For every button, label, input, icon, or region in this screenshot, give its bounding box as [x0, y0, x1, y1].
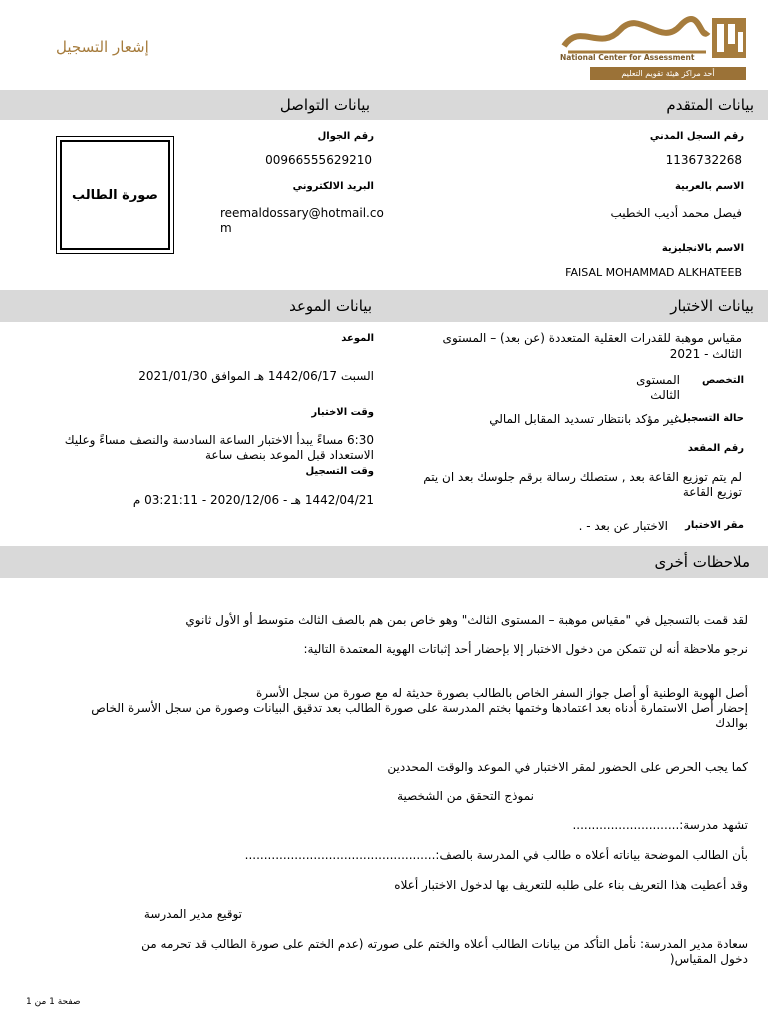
name-ar-value: فيصل محمد أديب الخطيب — [610, 206, 742, 220]
reg-time-value: 1442/04/21 هـ - 2020/12/06 - 03:21:11 م — [132, 493, 374, 507]
time-line1: 6:30 مساءً يبدأ الاختبار الساعة السادسة والنصف مساءً وعليك — [64, 433, 374, 447]
venue-label: مقر الاختبار — [685, 520, 744, 531]
seat-line2: توزيع القاعة — [682, 485, 742, 499]
student-photo-label: صورة الطالب — [60, 140, 170, 250]
time-line2: الاستعداد قبل الموعد بنصف ساعة — [204, 448, 374, 462]
email-label: البريد الالكتروني — [292, 181, 374, 192]
specialty-label: التخصص — [702, 375, 744, 386]
seat-line1: لم يتم توزيع القاعة بعد , ستصلك رسالة برقم جلوسك بعد ان يتم — [423, 470, 742, 484]
note-registration: لقد قمت بالتسجيل في "مقياس موهبة – المستوى الثالث" وهو خاص بمن هم بالصف الثالث متوسط أو الأول ثانوي — [185, 613, 748, 627]
section-band-notes — [0, 546, 768, 578]
appointment-section-title: بيانات الموعد — [289, 297, 372, 315]
reg-status-value: غير مؤكد بانتظار تسديد المقابل المالي — [489, 412, 680, 426]
notes-section-title: ملاحظات أخرى — [654, 553, 750, 571]
note-id-option-1: أصل الهوية الوطنية أو أصل جواز السفر الخاص بالطالب بصورة حديثة له مع صورة من سجل الأسرة — [255, 686, 748, 700]
section-band-applicant — [0, 90, 768, 120]
notice-title: إشعار التسجيل — [56, 38, 149, 56]
school-attests: تشهد مدرسة:............................ — [572, 818, 748, 832]
mobile-label: رقم الجوال — [317, 131, 374, 142]
test-name-line1: مقياس موهبة للقدرات العقلية المتعددة (عن بعد) – المستوى — [442, 331, 742, 345]
logo-name-en: National Center for Assessment — [560, 53, 695, 62]
date-label: الموعد — [341, 333, 374, 344]
specialty-line1: المستوى — [636, 373, 680, 387]
issue-statement: وقد أعطيت هذا التعريف بناء على طلبه للتعريف بها لدخول الاختبار أعلاه — [394, 878, 748, 892]
test-name-line2: الثالث - 2021 — [669, 347, 742, 361]
venue-value: الاختبار عن بعد - . — [578, 519, 668, 533]
name-en-label: الاسم بالانجليزية — [661, 243, 744, 254]
test-section-title: بيانات الاختبار — [670, 297, 754, 315]
note-id-option-2-cont: بوالدك — [715, 716, 748, 730]
principal-note: سعادة مدير المدرسة: نأمل التأكد من بيانات الطالب أعلاه والختم على صورته (عدم الختم على صورة الطالب قد تحرمه من — [141, 937, 748, 951]
reg-status-label: حالة التسجيل — [678, 413, 744, 424]
page-number: صفحة 1 من 1 — [26, 997, 81, 1007]
nca-logo — [560, 12, 750, 82]
specialty-line2: الثالث — [650, 388, 680, 402]
reg-time-label: وقت التسجيل — [305, 466, 374, 477]
time-label: وقت الاختبار — [311, 407, 374, 418]
student-grade: بأن الطالب الموضحة بياناته أعلاه ه طالب في المدرسة بالصف:.................................................. — [244, 848, 748, 862]
contact-section-title: بيانات التواصل — [279, 96, 370, 114]
note-id-option-2: إحضار أصل الاستمارة أدناه بعد اعتمادها وختمها بختم المدرسة على صورة الطالب بعد تدقيق البيانات وصورة من سجل الأسرة الخاص — [91, 701, 748, 715]
mobile-value: 00966555629210 — [265, 153, 372, 167]
logo-tagline: أحد مراكز هيئة تقويم التعليم — [621, 69, 715, 78]
applicant-section-title: بيانات المتقدم — [666, 96, 754, 114]
name-ar-label: الاسم بالعربية — [674, 181, 744, 192]
identity-form-title: نموذج التحقق من الشخصية — [397, 789, 534, 803]
section-band-test — [0, 290, 768, 322]
email-value-line2: m — [220, 221, 232, 235]
principal-signature: توقيع مدير المدرسة — [143, 907, 242, 921]
name-en-value: FAISAL MOHAMMAD ALKHATEEB — [565, 266, 742, 279]
seat-label: رقم المقعد — [687, 443, 744, 454]
principal-note-cont: دخول المقياس( — [669, 952, 748, 966]
civil-id-value: 1136732268 — [665, 153, 742, 167]
note-attendance: كما يجب الحرص على الحضور لمقر الاختبار في الموعد والوقت المحددين — [387, 760, 748, 774]
email-value-line1: reemaldossary@hotmail.co — [220, 206, 384, 220]
student-photo-box — [56, 136, 174, 254]
note-id-required: نرجو ملاحظة أنه لن تتمكن من دخول الاختبار إلا بإحضار أحد إثباتات الهوية المعتمدة التالية: — [303, 642, 748, 656]
civil-id-label: رقم السجل المدني — [649, 131, 744, 142]
date-value: السبت 1442/06/17 هـ الموافق 2021/01/30 — [138, 369, 374, 383]
